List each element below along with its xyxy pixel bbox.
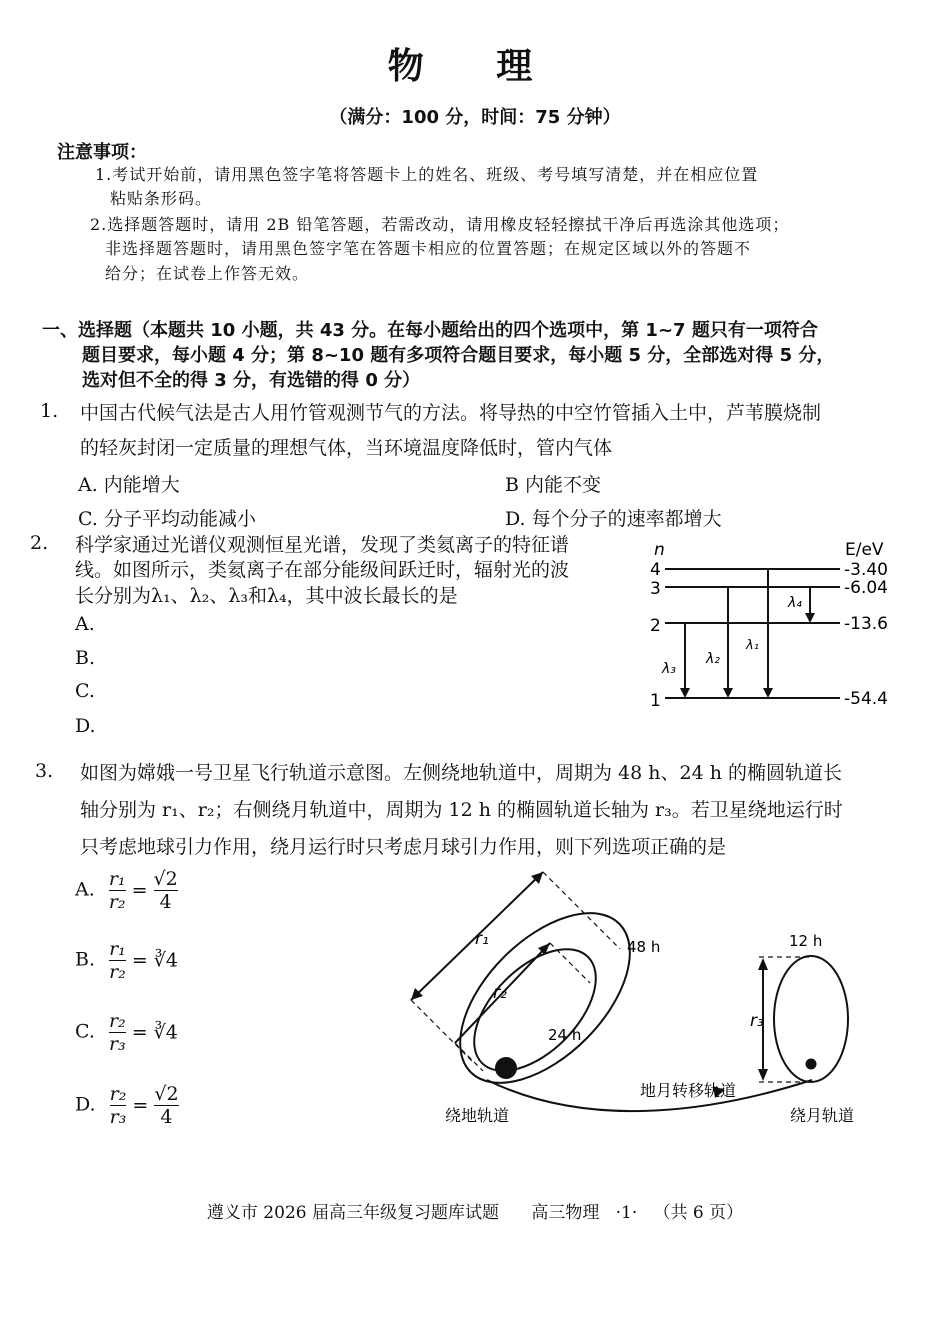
- q2-stem-line-3: 长分别为λ₁、λ₂、λ₃和λ₄，其中波长最长的是: [75, 585, 458, 607]
- q2-option-b[interactable]: B.: [75, 647, 96, 669]
- q1-stem-line-1: 中国古代候气法是古人用竹管观测节气的方法。将导热的中空竹管插入土中，芦苇膜烧制: [80, 402, 822, 424]
- value-numerator: √2: [154, 1083, 179, 1105]
- q2-stem-line-2: 线。如图所示，类氦离子在部分能级间跃迁时，辐射光的波: [75, 559, 570, 581]
- ratio-denominator: r₃: [109, 1106, 127, 1128]
- earth-dot: [495, 1057, 517, 1079]
- level-2-n: 2: [650, 616, 661, 636]
- q3-option-c[interactable]: C. $\frac{\text{r₂}}{\text{r₃}}$ = ∛4: [75, 1010, 178, 1055]
- q3-option-d[interactable]: D. $\frac{\text{r₂}}{\text{r₃}}$ = $\frac{√2}{4}$: [75, 1083, 179, 1128]
- q1-option-c[interactable]: C. 分子平均动能减小: [78, 508, 256, 530]
- q2-option-d[interactable]: D.: [75, 715, 96, 737]
- lambda4-arrowhead: [805, 613, 815, 623]
- level-4-n: 4: [650, 560, 661, 580]
- n-axis-label: n: [654, 540, 665, 560]
- exam-info: （满分：100 分，时间：75 分钟）: [329, 107, 621, 128]
- r1-label: r₁: [475, 929, 489, 949]
- section-heading-line-1: 一、选择题（本题共 10 小题，共 43 分。在每小题给出的四个选项中，第 1~7 题只有一项符合: [42, 320, 818, 341]
- q3-option-d-ratio: [110, 1083, 127, 1128]
- lambda1-arrowhead: [763, 688, 773, 698]
- earth-orbit-label: 绕地轨道: [445, 1106, 510, 1125]
- notice-item-2-line-1: 2.选择题答题时，请用 2B 铅笔答题，若需改动，请用橡皮轻轻擦拭干净后再选涂其他选项；: [90, 215, 790, 234]
- ratio-numerator: r₁: [109, 938, 126, 960]
- q3-stem-line-2: 轴分别为 r₁、r₂；右侧绕月轨道中，周期为 12 h 的椭圆轨道长轴为 r₃。若卫星绕地运行时: [80, 799, 843, 821]
- q3-option-a-value: [154, 868, 178, 913]
- section-heading-line-2: 题目要求，每小题 4 分；第 8~10 题有多项符合题目要求，每小题 5 分，全部选对得 5 分，: [82, 345, 835, 366]
- r2-label: r₂: [493, 983, 507, 1003]
- period-12h-label: 12 h: [789, 932, 823, 950]
- notice-item-1-line-2: 粘贴条形码。: [110, 189, 213, 208]
- lambda2-arrowhead: [723, 688, 733, 698]
- period-48h-label: 48 h: [627, 938, 661, 956]
- q3-option-b-ratio: [109, 938, 126, 983]
- r1-extension-b: [543, 872, 620, 949]
- q3-stem-line-1: 如图为嫦娥一号卫星飞行轨道示意图。左侧绕地轨道中，周期为 48 h、24 h 的椭圆轨道长: [80, 762, 842, 784]
- q1-stem-line-2: 的轻灰封闭一定质量的理想气体，当环境温度降低时，管内气体: [80, 437, 613, 459]
- ratio-denominator: r₃: [108, 1033, 126, 1055]
- value-numerator: √2: [153, 868, 178, 890]
- ratio-numerator: r₂: [108, 1010, 126, 1032]
- level-1-n: 1: [650, 691, 661, 711]
- lambda1-label: λ₁: [746, 638, 759, 653]
- q3-option-d-label: D.: [75, 1093, 96, 1116]
- moon-orbit-label: 绕月轨道: [790, 1106, 855, 1125]
- q3-option-a-ratio: [109, 868, 126, 913]
- q3-option-c-label: C.: [75, 1020, 95, 1043]
- q1-number: 1.: [40, 400, 59, 422]
- r3-arrowhead-top: [758, 958, 768, 970]
- r3-label: r₃: [750, 1011, 764, 1031]
- orbit-diagram: [395, 868, 905, 1138]
- transfer-orbit-label: 地月转移轨道: [640, 1081, 737, 1100]
- lambda2-label: λ₂: [706, 651, 720, 667]
- q3-option-b-value: ∛4: [153, 949, 178, 972]
- section-heading-line-3: 选对但不全的得 3 分，有选错的得 0 分）: [82, 370, 421, 391]
- energy-axis-label: E/eV: [845, 540, 884, 560]
- ratio-denominator: r₂: [108, 891, 126, 913]
- level-2-energy: -13.6: [844, 614, 888, 634]
- page-footer: 遵义市 2026 届高三年级复习题库试题 高三物理 ·1· （共 6 页）: [206, 1203, 744, 1223]
- q3-number: 3.: [35, 760, 54, 782]
- orbit-48h: [430, 883, 661, 1114]
- lambda3-label: λ₃: [662, 661, 676, 677]
- r1-extension-a: [411, 1000, 473, 1062]
- ratio-denominator: r₂: [109, 961, 126, 983]
- q3-option-b[interactable]: B. $\frac{\text{r₁}}{\text{r₂}}$ = ∛4: [75, 938, 178, 983]
- ratio-numerator: r₂: [109, 1083, 127, 1105]
- moon-dot: [806, 1059, 817, 1070]
- level-1-energy: -54.4: [844, 689, 888, 709]
- value-denominator: 4: [159, 891, 172, 913]
- notice-item-2-line-3: 给分；在试卷上作答无效。: [105, 264, 310, 283]
- notice-item-2-line-2: 非选择题答题时，请用黑色签字笔在答题卡相应的位置答题；在规定区域以外的答题不: [105, 239, 752, 258]
- q3-option-c-value: ∛4: [153, 1021, 178, 1044]
- q3-option-d-value: [154, 1083, 178, 1128]
- q3-stem-line-3: 只考虑地球引力作用，绕月运行时只考虑月球引力作用，则下列选项正确的是: [80, 836, 727, 858]
- lambda3-arrowhead: [680, 688, 690, 698]
- notice-item-1-line-1: 1.考试开始前，请用黑色签字笔将答题卡上的姓名、班级、考号填写清楚，并在相应位置: [95, 165, 759, 184]
- energy-level-diagram: [640, 535, 910, 715]
- period-24h-label: 24 h: [548, 1026, 582, 1044]
- q3-option-c-ratio: [109, 1010, 126, 1055]
- q2-option-c[interactable]: C.: [75, 680, 95, 702]
- q2-stem-line-1: 科学家通过光谱仪观测恒星光谱，发现了类氦离子的特征谱: [75, 534, 570, 556]
- lambda4-label: λ₄: [788, 595, 802, 611]
- q3-option-b-label: B.: [75, 948, 96, 971]
- orbit-24h: [452, 927, 617, 1092]
- level-3-n: 3: [650, 579, 661, 599]
- q1-option-b[interactable]: B 内能不变: [505, 474, 602, 496]
- q2-number: 2.: [30, 532, 49, 554]
- q1-option-d[interactable]: D. 每个分子的速率都增大: [505, 508, 722, 530]
- q2-option-a[interactable]: A.: [75, 613, 95, 635]
- notice-heading: 注意事项：: [57, 142, 147, 163]
- r3-arrowhead-bottom: [758, 1069, 768, 1081]
- page-title: 物 理: [387, 46, 563, 87]
- level-3-energy: -6.04: [844, 578, 888, 598]
- r2-extension-a: [455, 1043, 483, 1071]
- level-4-energy: -3.40: [844, 560, 888, 580]
- value-denominator: 4: [160, 1106, 173, 1128]
- q3-option-a[interactable]: A. $\frac{\text{r₁}}{\text{r₂}}$ = $\frac{√2}{4}$: [75, 868, 178, 913]
- q3-option-a-label: A.: [75, 878, 95, 901]
- q1-option-a[interactable]: A. 内能增大: [78, 474, 180, 496]
- ratio-numerator: r₁: [108, 868, 126, 890]
